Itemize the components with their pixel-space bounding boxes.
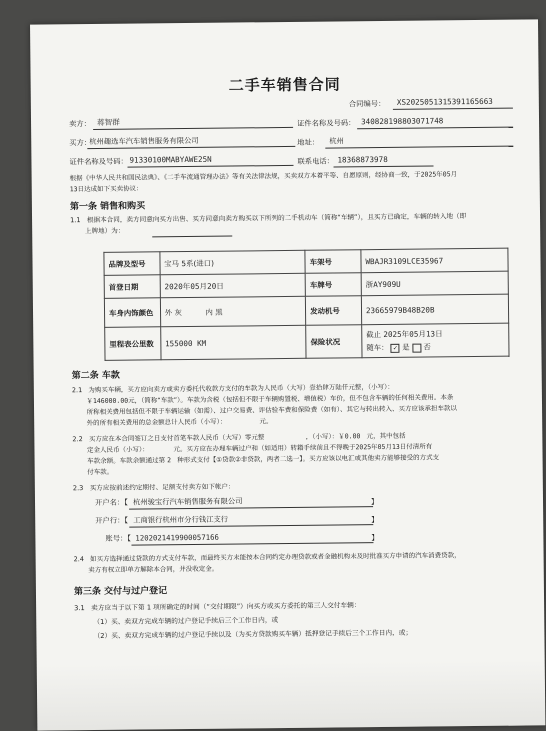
preamble-date-b: 13日 (69, 185, 85, 194)
down-payment-amount: ￥0.00 (338, 432, 361, 441)
color-label: 车身内饰颜色 (104, 298, 160, 328)
price-amount: ￥146000.00 (86, 396, 129, 406)
interior-color: 黑 (215, 307, 223, 317)
down-payment-upper: 零元整 (244, 433, 265, 442)
clause-1-1: 1.1 根据本合同，卖方同意向买方出售、买方同意向卖方购买以下所列的二手机动车（简称“车辆”），且买方已确定，车辆的转入地（即 上牌地）为： (70, 212, 467, 236)
register-place-underline (152, 236, 232, 238)
buyer-id-label: 证件名称及号码： (69, 156, 128, 167)
seller-id-value: 340828198803071748 (361, 116, 444, 127)
brand-value: 宝马 5系(进口) (160, 250, 306, 275)
clause-2-3: 2.3 买方应按前述约定期付、足额支付卖方如下帐户： (72, 482, 235, 493)
preamble: 根据《中华人民共和国民法典》、《二手车流通管理办法》等有关法律法规，买卖双方本着平等、自愿原则，经协商一致，于2025年05月 13日达成如下买卖协议： (69, 170, 458, 194)
account-no-close: 】 (371, 533, 379, 543)
account-name-close: 】 (370, 497, 379, 507)
payment-form: 2 (167, 456, 172, 465)
clause-2-1: 2.1 为购买车辆，买方应向卖方或卖方委托代收款方支付的车款为人民币（大写）壹拾肆万陆仟元整，（小写）： ￥146000.00元，（简称“车款”）。车款为含税（包括但不限于车辆购置税、增值税）车价，但不包含车辆的任何相关费用。本条 所称相关费用包括但不限于车辆运输（如需）、过户交易费、评估验车费和保险费（如有）、其它与转出转入、买方应该承担车款以 外的所有相关费用的总金额总计人民币（小写）： 元。 (71, 382, 458, 428)
account-bank-close: 】 (371, 515, 379, 525)
document-title: 二手车销售合同 (228, 75, 341, 95)
brand-label: 品牌及型号 (104, 252, 160, 276)
mileage-value: 155000 KM (160, 325, 306, 360)
delivery-option-1: （1）买、卖双方完成车辆的过户登记手续后三个工作日内，或 (93, 616, 279, 627)
vin-value: WBAJR3109LCE35967 (361, 248, 508, 273)
buyer-id-value: 91330100MABYAWE25N (129, 154, 212, 165)
section-3-heading: 第三条 交付与过户登记 (73, 586, 168, 598)
buyer-name: 杭州趣选车汽车销售服务有限公司 (89, 135, 199, 147)
buyer-underline (87, 146, 295, 149)
insurance-label: 保险状况 (306, 325, 362, 359)
table-row (105, 323, 509, 360)
exterior-color: 灰 (174, 307, 182, 317)
address-label: 地址： (297, 137, 320, 147)
seller-id-label: 证件名称及号码： (297, 118, 356, 128)
insurance-value: 截止 2025年05月13日 随车： ✓ 是 否 (362, 323, 509, 358)
no-checkbox (412, 343, 421, 352)
buyer-id-underline (128, 165, 294, 168)
account-no-underline (131, 542, 373, 546)
phone-underline (334, 165, 434, 167)
price-upper: 壹拾肆万陆仟元整 (309, 383, 362, 392)
contract-number-underline (393, 108, 513, 110)
buyer-label: 买方： (69, 138, 92, 148)
phone-label: 联系电话： (297, 156, 334, 166)
reg-date-value: 2020年05月20日 (160, 273, 306, 298)
seller-underline (93, 127, 293, 130)
table-row (104, 294, 508, 327)
engine-label: 发动机号 (306, 296, 362, 326)
delivery-option-2: （2）买、卖双方完成车辆的过户登记手续以及（为买方贷款购买车辆）抵押登记手续后三个工作日内，或； (93, 628, 413, 641)
vin-label: 车架号 (305, 250, 361, 274)
section-1-heading: 第一条 销售和购买 (69, 201, 146, 213)
seller-label: 卖方： (69, 119, 91, 129)
reg-date-label: 首登日期 (104, 275, 160, 299)
balance-deadline: 2025年05月13日 (355, 442, 407, 452)
address-value: 杭州 (329, 136, 344, 146)
clause-3-1: 3.1 卖方应当于以下第 1 项所确定的时间（“交付期限”）向买方或买方委托的第三人交付车辆： （1）买、卖双方完成车辆的过户登记手续后三个工作日内，或 （2）买、卖双方完成车辆的过户登记手续以及（为买方贷款购买车辆）抵押登记手续后三个工作日内，或； (74, 601, 413, 641)
delivery-option: 1 (146, 603, 151, 612)
account-bank-label: 开户行：【 (95, 515, 129, 526)
plate-label: 车牌号 (305, 273, 361, 297)
yes-checkbox: ✓ (392, 344, 398, 352)
preamble-date-a: 2025年05月 (420, 170, 458, 179)
plate-value: 浙AY909U (361, 271, 508, 296)
color-value: 外 灰 内 黑 (160, 296, 306, 327)
section-2-heading: 第二条 车款 (71, 370, 120, 382)
account-no-value: 1202021419900057166 (135, 532, 219, 543)
account-bank-value: 工商银行杭州市分行钱江支行 (133, 514, 229, 525)
contract-number-value: XS2025051315391165663 (396, 96, 493, 107)
contract-document (30, 19, 545, 730)
account-name-label: 开户名：【 (94, 497, 128, 508)
clause-2-4: 2.4 如买方选择通过贷款的方式支付车款，而最终买方未能按本合同约定办理贷款或者金融机构未及时批准买方申请的汽车消费贷款， 卖方有权立即单方解除本合同，并没收定金。 (73, 551, 461, 575)
account-no-label: 账号：【 (105, 533, 131, 543)
phone-value: 18368873978 (337, 154, 388, 165)
mileage-label: 里程表公里数 (105, 327, 161, 361)
page-shadow (37, 659, 546, 730)
address-underline (325, 146, 513, 149)
account-name-value: 杭州骏宝行汽车销售服务有限公司 (132, 496, 243, 507)
seller-name: 蒋智群 (96, 117, 120, 127)
vehicle-info-table (103, 248, 509, 361)
contract-number-label: 合同编号： (348, 98, 386, 109)
clause-2-2: 2.2 买方应在本合同签订之日支付首笔车款人民币（大写）零元整 ，（小写）：￥0.00 元，其中包括 定金人民币（小写）： 元。买方应在办理车辆过户和（如适用）转籍手续前且不得晚于2025年05月13日付清所有 车款余额。车款余额通过第 2 种形式支付【①贷款②非贷款，两者二选一】。买方应该以电汇或其他卖方能够接受的方式支 付车款。 (72, 431, 440, 477)
insurance-until: 2025年05月13日 (383, 329, 443, 339)
engine-value: 23665979B48B20B (361, 294, 508, 325)
seller-id-underline (357, 127, 513, 130)
